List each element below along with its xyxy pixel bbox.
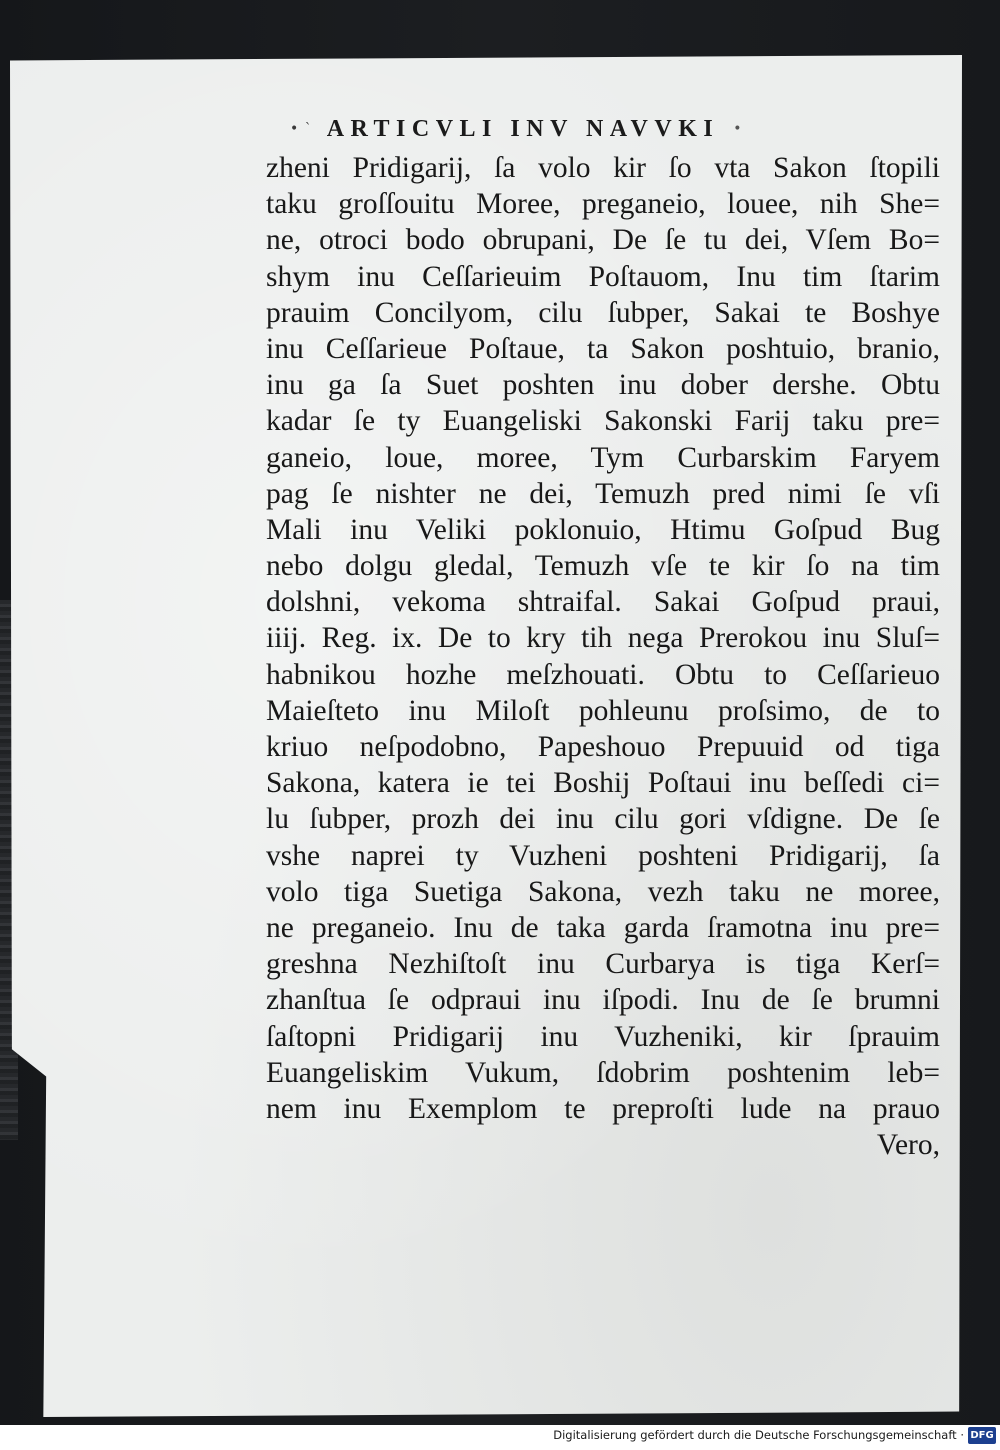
text-line: lu ſubper, prozh dei inu cilu gori vſdigne. De ſe bbox=[266, 803, 940, 836]
text-line: Maieſteto inu Miloſt pohleunu proſsimo, de to bbox=[266, 694, 940, 727]
text-line: vshe naprei ty Vuzheni poshteni Pridigarij, ſa bbox=[266, 839, 940, 872]
catchword: Vero, bbox=[876, 1129, 940, 1162]
head-ornament: • ` bbox=[290, 121, 313, 137]
text-line: dolshni, vekoma shtraifal. Sakai Goſpud praui, bbox=[266, 586, 940, 619]
text-line: prauim Concilyom, cilu ſubper, Sakai te Boshye bbox=[266, 296, 940, 329]
text-line: iiij. Reg. ix. De to kry tih nega Prerokou inu Sluſ= bbox=[266, 622, 940, 655]
running-head bbox=[290, 116, 850, 142]
text-line: zheni Pridigarij, ſa volo kir ſo vta Sakon ſtopili bbox=[266, 152, 940, 184]
running-head-title: ARTICVLI INV NAVVKI bbox=[326, 115, 720, 142]
text-line: habnikou hozhe meſzhouati. Obtu to Ceſſarieuo bbox=[266, 658, 940, 691]
text-line: ne, otroci bodo obrupani, De ſe tu dei, Vſem Bo= bbox=[266, 224, 940, 257]
text-line: nebo dolgu gledal, Temuzh vſe te kir ſo na tim bbox=[266, 550, 940, 583]
text-line: ne preganeio. Inu de taka garda ſramotna inu pre= bbox=[266, 911, 940, 944]
text-line: inu Ceſſarieue Poſtaue, ta Sakon poshtuio, branio, bbox=[266, 332, 940, 365]
body-text bbox=[266, 150, 940, 1163]
text-line: taku groſſouitu Moree, preganeio, louee, nih She= bbox=[266, 188, 940, 221]
text-line: kriuo neſpodobno, Papeshouo Prepuuid od tiga bbox=[266, 731, 940, 763]
dfg-logo: DFG bbox=[968, 1427, 996, 1444]
footer-credit: Digitalisierung gefördert durch die Deutsche Forschungsgemeinschaft · bbox=[553, 1428, 964, 1442]
text-line: Sakona, katera ie tei Boshij Poſtaui inu beſſedi ci= bbox=[266, 767, 940, 800]
text-line: shym inu Ceſſarieuim Poſtauom, Inu tim ſtarim bbox=[266, 260, 940, 293]
text-line: Euangeliskim Vukum, ſdobrim poshtenim leb= bbox=[266, 1056, 940, 1089]
text-line: Mali inu Veliki poklonuio, Htimu Goſpud Bug bbox=[266, 513, 940, 546]
footer-bar bbox=[0, 1425, 1000, 1450]
text-line: ſaſtopni Pridigarij inu Vuzheniki, kir ſprauim bbox=[266, 1020, 940, 1053]
text-line: volo tiga Suetiga Sakona, vezh taku ne moree, bbox=[266, 875, 940, 908]
text-line: zhanſtua ſe odpraui inu iſpodi. Inu de ſe brumni bbox=[266, 984, 940, 1017]
text-line: greshna Nezhiſtoſt inu Curbarya is tiga Kerſ= bbox=[266, 948, 940, 981]
text-line: nem inu Exemplom te preproſti lude na prauo bbox=[266, 1092, 940, 1125]
head-dot: • bbox=[733, 121, 742, 137]
text-line: kadar ſe ty Euangeliski Sakonski Farij taku pre= bbox=[266, 405, 940, 438]
text-line: ganeio, loue, moree, Tym Curbarskim Faryem bbox=[266, 441, 940, 474]
text-line: inu ga ſa Suet poshten inu dober dershe. Obtu bbox=[266, 369, 940, 402]
text-line: pag ſe nishter ne dei, Temuzh pred nimi ſe vſi bbox=[266, 477, 940, 510]
